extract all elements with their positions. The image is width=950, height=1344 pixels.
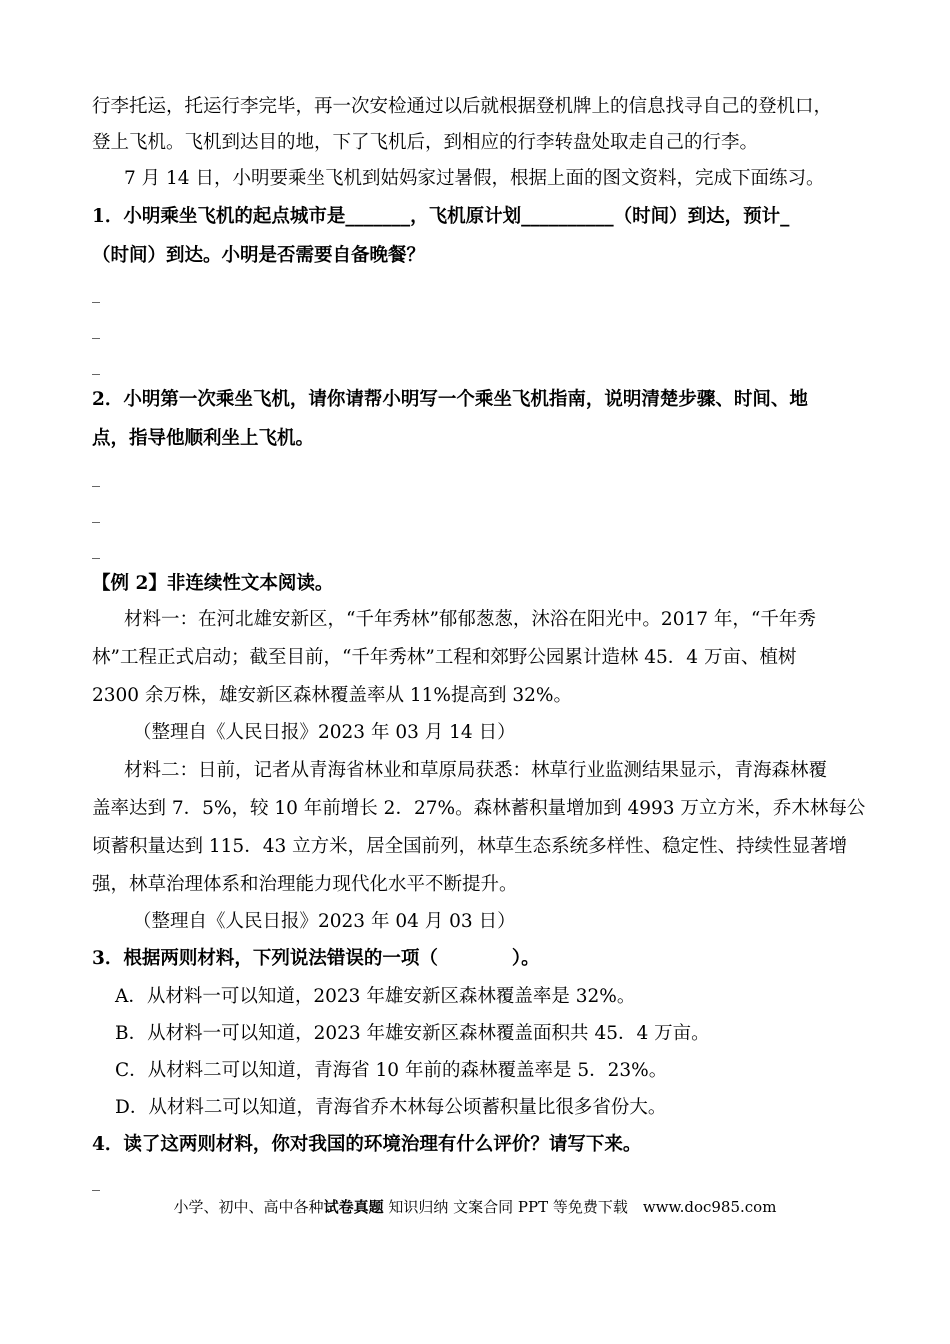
footer-highlight: 试卷真题 (323, 1198, 384, 1216)
option-d[interactable]: D．从材料二可以知道，青海省乔木林每公顷蓄积量比很多省份大。 (115, 1097, 667, 1118)
option-c[interactable]: C．从材料二可以知道，青海省 10 年前的森林覆盖率是 5．23%。 (115, 1060, 668, 1081)
answer-blank[interactable]: _ (92, 540, 100, 559)
option-b[interactable]: B．从材料一可以知道，2023 年雄安新区森林覆盖面积共 45．4 万亩。 (115, 1023, 710, 1044)
material-2-line: 盖率达到 7．5%，较 10 年前增长 2．27%。森林蓄积量增加到 4993 万立方米，乔木林每公 (92, 798, 866, 819)
footer-text[interactable]: 知识归纳 文案合同 PPT 等免费下载 www.doc985.com (383, 1198, 777, 1216)
passage-line: 登上飞机。飞机到达目的地，下了飞机后，到相应的行李转盘处取走自己的行李。 (92, 132, 759, 153)
answer-blank[interactable]: _ (92, 468, 100, 487)
material-2-source: （整理自《人民日报》2023 年 04 月 03 日） (133, 911, 516, 932)
passage-line: 7 月 14 日，小明要乘坐飞机到姑妈家过暑假，根据上面的图文资料，完成下面练习。 (124, 168, 825, 189)
answer-blank[interactable]: _ (92, 504, 100, 523)
material-1-line: 2300 余万株，雄安新区森林覆盖率从 11%提高到 32%。 (92, 685, 572, 706)
passage-line: 行李托运，托运行李完毕，再一次安检通过以后就根据登机牌上的信息找寻自己的登机口， (92, 96, 833, 117)
option-a[interactable]: A．从材料一可以知道，2023 年雄安新区森林覆盖率是 32%。 (115, 986, 636, 1007)
question-1-line: （时间）到达。小明是否需要自备晚餐？ (92, 245, 426, 266)
page-footer (0, 1196, 950, 1218)
answer-blank[interactable]: _ (92, 320, 100, 339)
footer-text: 小学、初中、高中各种 (173, 1198, 324, 1216)
material-1-source: （整理自《人民日报》2023 年 03 月 14 日） (133, 722, 516, 743)
material-1-line: 林”工程正式启动；截至目前，“千年秀林”工程和郊野公园累计造林 45．4 万亩、植树 (92, 647, 797, 668)
question-2-line: 2．小明第一次乘坐飞机，请你请帮小明写一个乘坐飞机指南，说明清楚步骤、时间、地 (92, 389, 808, 410)
material-2-line: 材料二：日前，记者从青海省林业和草原局获悉：林草行业监测结果显示，青海森林覆 (124, 760, 828, 781)
example-heading: 【例 2】非连续性文本阅读。 (92, 573, 334, 594)
question-3-stem: 3．根据两则材料，下列说法错误的一项（ ）。 (92, 948, 540, 969)
answer-blank[interactable]: _ (92, 1172, 100, 1191)
material-2-line: 顷蓄积量达到 115．43 立方米，居全国前列，林草生态系统多样性、稳定性、持续性显著增 (92, 836, 848, 857)
answer-blank[interactable]: _ (92, 284, 100, 303)
question-1-line: 1．小明乘坐飞机的起点城市是_______，飞机原计划__________（时间）到达，预计_ (92, 206, 790, 227)
question-2-line: 点，指导他顺利坐上飞机。 (92, 428, 315, 449)
material-1-line: 材料一：在河北雄安新区，“千年秀林”郁郁葱葱，沐浴在阳光中。2017 年，“千年秀 (124, 609, 816, 630)
answer-blank[interactable]: _ (92, 356, 100, 375)
material-2-line: 强，林草治理体系和治理能力现代化水平不断提升。 (92, 874, 518, 895)
question-4-stem: 4．读了这两则材料，你对我国的环境治理有什么评价？请写下来。 (92, 1134, 642, 1155)
